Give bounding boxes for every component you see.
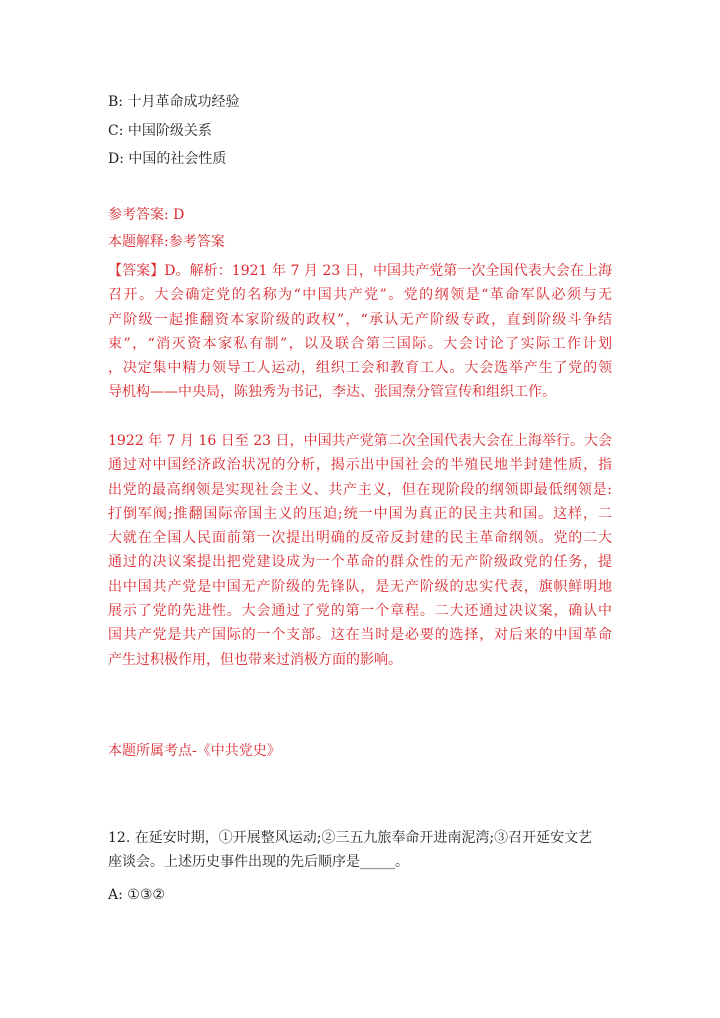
question-12 [108,826,612,874]
explanation-line: 展示了党的先进性。大会通过了党的第一个章程。二大还通过决议案，确认中 [108,603,612,620]
option-c: C: 中国阶级关系 [108,123,212,139]
explanation-line: 导机构——中央局，陈独秀为书记，李达、张国焘分管宣传和组织工作。 [108,384,556,401]
explanation-line: 召开。大会确定党的名称为“中国共产党”。党的纲领是“革命军队必须与无 [108,287,612,304]
explanation-paragraph-2 [108,429,612,672]
explanation-line: 国共产党是共产国际的一个支部。这在当时是必要的选择，对后来的中国革命 [108,627,612,644]
explanation-line: 打倒军阀;推翻国际帝国主义的压迫;统一中国为真正的民主共和国。这样，二 [108,505,612,522]
explanation-line: 【答案】D。解析：1921 年 7 月 23 日，中国共产党第一次全国代表大会在上海 [108,263,612,279]
explanation-line: ，决定集中精力领导工人运动，组织工会和教育工人。大会选举产生了党的领 [108,360,612,377]
explanation-line: 通过对中国经济政治状况的分析，揭示出中国社会的半殖民地半封建性质，指 [108,457,612,474]
explanation-paragraph-1 [108,259,612,405]
explanation-line: 出中国共产党是中国无产阶级的先锋队，是无产阶级的忠实代表，旗帜鲜明地 [108,578,612,595]
option-d: D: 中国的社会性质 [108,151,227,167]
explanation-line: 1922 年 7 月 16 日至 23 日，中国共产党第二次全国代表大会在上海举行。大会 [108,433,612,449]
reference-answer: 参考答案: D [108,207,185,223]
explanation-line: 束”，“消灭资本家私有制”，以及联合第三国际。大会讨论了实际工作计划 [108,335,612,352]
option-a: A: ①③② [108,887,165,903]
topic-line: 本题所属考点-《中共党史》 [108,743,281,759]
explanation-label: 本题解释:参考答案 [108,234,225,250]
explanation-line: 出党的最高纲领是实现社会主义、共产主义，但在现阶段的纲领即最低纲领是: [108,481,612,498]
option-b: B: 十月革命成功经验 [108,94,240,110]
explanation-line: 通过的决议案提出把党建设成为一个革命的群众性的无产阶级政党的任务，提 [108,554,612,571]
question-line: 12. 在延安时期，①开展整风运动;②三五九旅奉命开进南泥湾;③召开延安文艺 [108,830,593,846]
question-line: 座谈会。上述历史事件出现的先后顺序是_____。 [108,854,409,870]
explanation-line: 产生过积极作用，但也带来过消极方面的影响。 [108,651,402,668]
explanation-line: 产阶级一起推翻资本家阶级的政权”，“承认无产阶级专政，直到阶级斗争结 [108,311,612,328]
explanation-line: 大就在全国人民面前第一次提出明确的反帝反封建的民主革命纲领。党的二大 [108,530,612,547]
